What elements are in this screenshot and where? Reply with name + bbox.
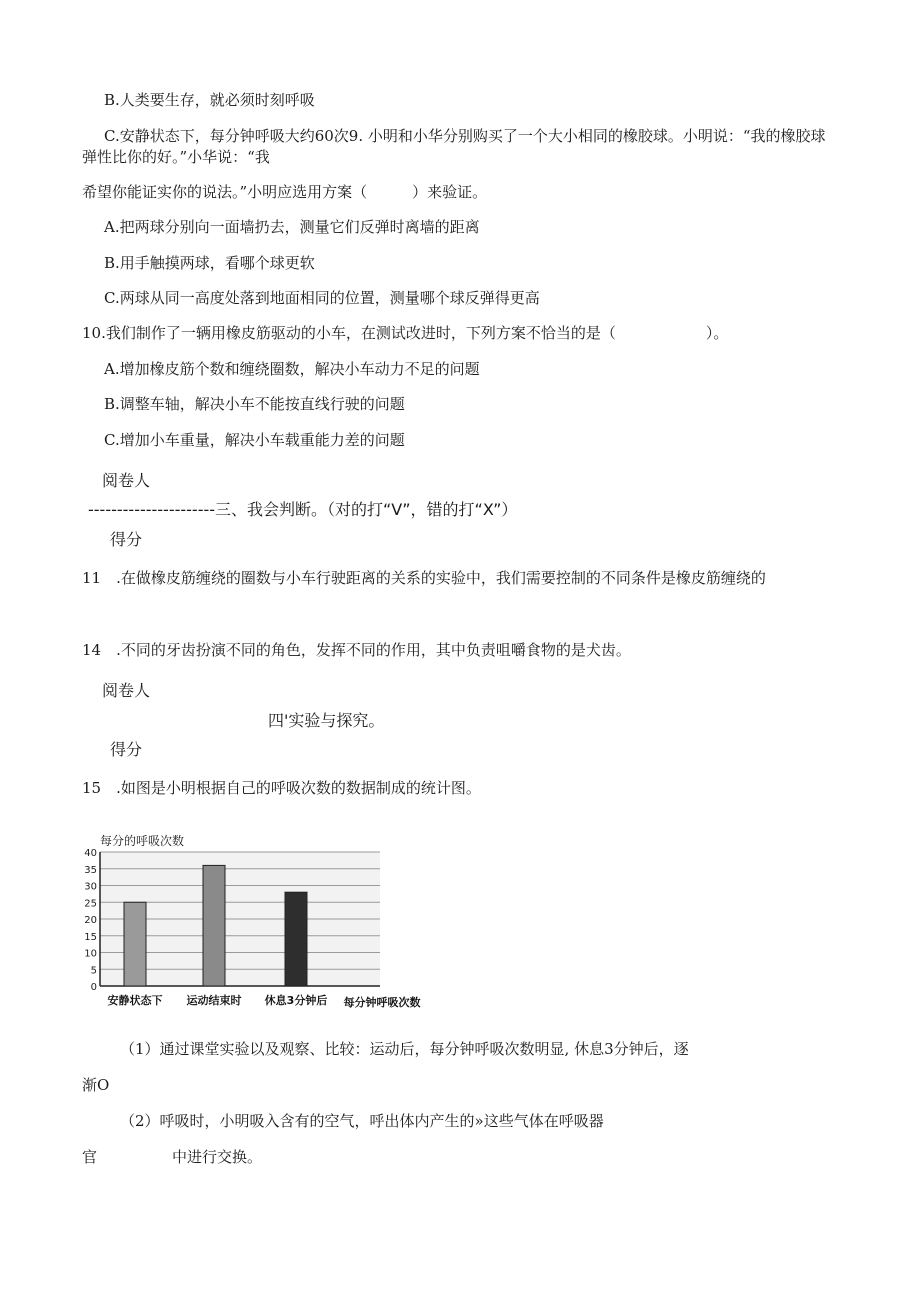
- reviewer-label: 阅卷人: [102, 471, 151, 490]
- y-tick-label: 25: [84, 898, 97, 910]
- option-c-rest-line2: 弹性比你的好。”小华说：“我: [82, 148, 270, 166]
- bar: [124, 902, 146, 986]
- score-label: 得分: [110, 530, 143, 549]
- question-15-part-2-line1: （2）呼吸时，小明吸入含有的空气，呼出体内产生的»这些气体在呼吸器: [120, 1112, 604, 1130]
- question-11: 11 .在做橡皮筋缠绕的圈数与小车行驶距离的关系的实验中，我们需要控制的不同条件是橡皮筋缠绕的: [82, 569, 766, 587]
- bar: [203, 865, 225, 986]
- reviewer-label-2: 阅卷人: [102, 681, 151, 700]
- y-tick-label: 20: [84, 915, 97, 926]
- x-axis-label: 每分钟呼吸次数: [343, 996, 421, 1009]
- question-10-option-c: C.增加小车重量，解决小车载重能力差的问题: [104, 431, 405, 449]
- option-b-humans: B.人类要生存，就必须时刻呼吸: [104, 91, 315, 109]
- question-10-option-a: A.增加橡皮筋个数和缠绕圈数，解决小车动力不足的问题: [104, 360, 480, 378]
- question-9-option-a: A.把两球分别向一面墙扔去，测量它们反弹时离墙的距离: [104, 218, 480, 236]
- y-tick-label: 5: [90, 965, 97, 977]
- question-15-part-1-line2: 渐O: [82, 1076, 110, 1094]
- question-15-part-1-line1: （1）通过课堂实验以及观察、比较：运动后，每分钟呼吸次数明显, 休息3分钟后，逐: [120, 1040, 689, 1058]
- question-14: 14 .不同的牙齿扮演不同的角色，发挥不同的作用，其中负责咀嚼食物的是犬齿。: [82, 641, 631, 659]
- y-tick-label: 15: [84, 931, 97, 943]
- breathing-bar-chart: [80, 846, 421, 1016]
- section-4-header: 四'实验与探究。: [268, 711, 385, 730]
- question-9-continuation: 希望你能证实你的说法。”小明应选用方案（ ）来验证。: [82, 183, 488, 201]
- score-label-2: 得分: [110, 740, 143, 759]
- question-10-option-b: B.调整车轴，解决小车不能按直线行驶的问题: [104, 395, 405, 413]
- option-c-rest-line1: C.安静状态下，每分钟呼吸大约60次9. 小明和小华分别购买了一个大小相同的橡胶球。小明说：“我的橡胶球: [104, 127, 826, 145]
- chart-title: 每分的呼吸次数: [100, 834, 185, 848]
- y-tick-label: 40: [84, 848, 97, 859]
- x-category-label: 运动结束时: [186, 994, 242, 1007]
- question-9-option-b: B.用手触摸两球，看哪个球更软: [104, 254, 315, 272]
- question-15-part-2-line2: 中进行交换。: [172, 1148, 263, 1166]
- question-9-option-c: C.两球从同一高度处落到地面相同的位置，测量哪个球反弹得更高: [104, 289, 540, 307]
- y-tick-label: 35: [84, 864, 97, 876]
- x-category-label: 休息3分钟后: [264, 994, 328, 1007]
- x-category-label: 安静状态下: [107, 994, 163, 1007]
- bar: [285, 892, 307, 986]
- y-tick-label: 30: [84, 881, 97, 893]
- question-10: 10.我们制作了一辆用橡皮筋驱动的小车，在测试改进时，下列方案不恰当的是（ ）。: [82, 324, 729, 342]
- question-15: 15 .如图是小明根据自己的呼吸次数的数据制成的统计图。: [82, 779, 481, 797]
- y-tick-label: 10: [84, 948, 97, 960]
- question-15-part-2-organ-prefix: 官: [82, 1148, 98, 1166]
- y-tick-label: 0: [90, 982, 97, 993]
- section-3-header: ----------------------三、我会判断。（对的打“V”，错的打“X”）: [88, 500, 518, 519]
